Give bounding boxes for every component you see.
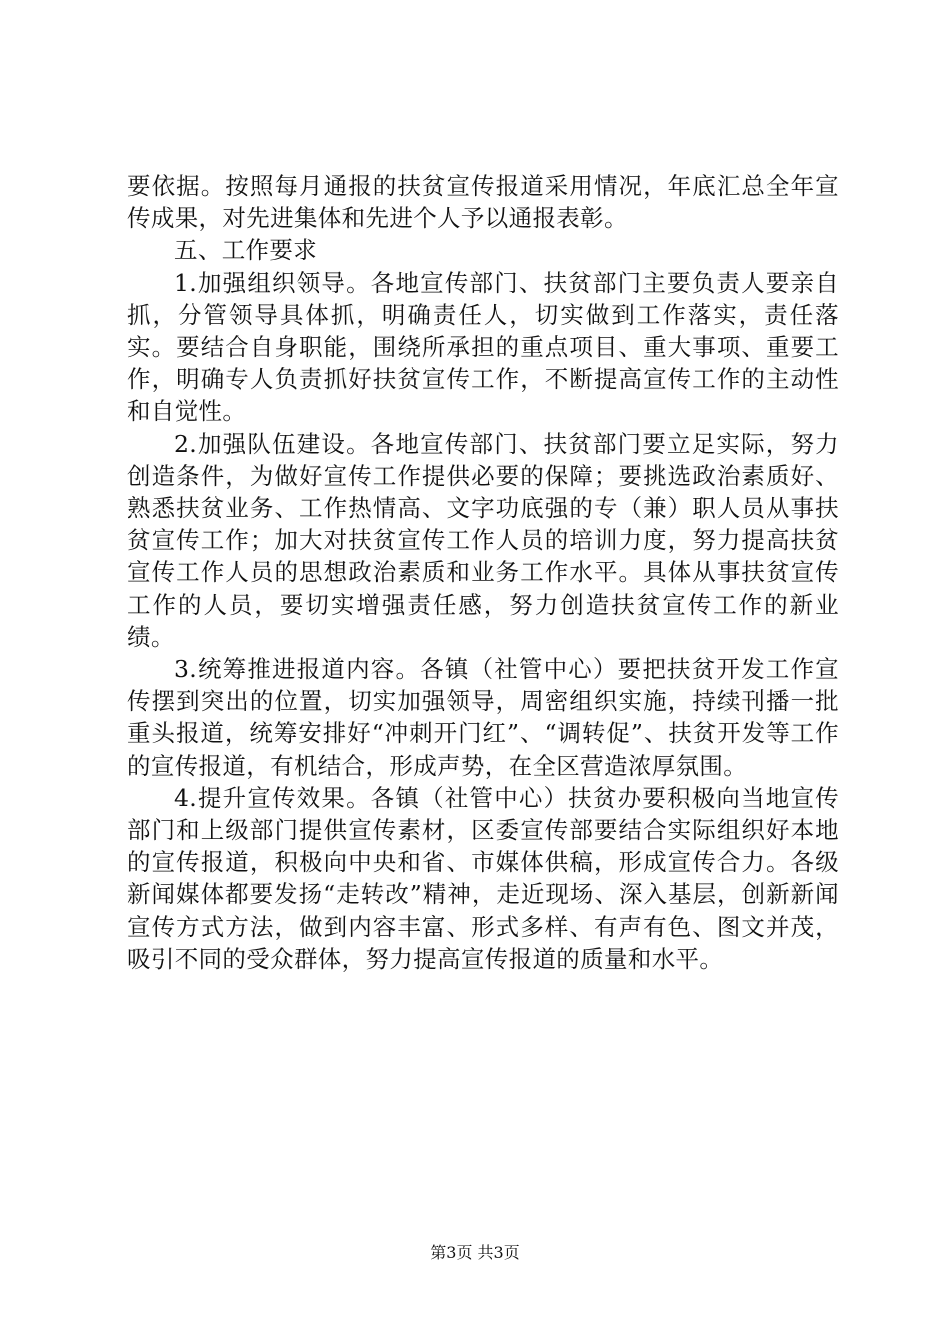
section-heading: 五、工作要求 bbox=[174, 236, 318, 265]
paragraph-item-4: 4.提升宣传效果。各镇（社管中心）扶贫办要积极向当地宣传部门和上级部门提供宣传素材，区委宣传部要结合实际组织好本地的宣传报道，积极向中央和省、市媒体供稿，形成宣传合力。各级新闻媒体都要发扬“走转改”精神，走近现场、深入基层，创新新闻宣传方式方法，做到内容丰富、形式多样、有声有色、图文并茂，吸引不同的受众群体，努力提高宣传报道的质量和水平。 bbox=[127, 783, 839, 973]
page-number-footer: 第3页 共3页 bbox=[430, 1243, 520, 1262]
paragraph-item-1: 1.加强组织领导。各地宣传部门、扶贫部门主要负责人要亲自抓，分管领导具体抓，明确责任人，切实做到工作落实，责任落实。要结合自身职能，围绕所承担的重点项目、重大事项、重要工作，明确专人负责抓好扶贫宣传工作，不断提高宣传工作的主动性和自觉性。 bbox=[127, 268, 839, 426]
paragraph-item-2: 2.加强队伍建设。各地宣传部门、扶贫部门要立足实际，努力创造条件，为做好宣传工作提供必要的保障；要挑选政治素质好、熟悉扶贫业务、工作热情高、文字功底强的专（兼）职人员从事扶贫宣传工作；加大对扶贫宣传工作人员的培训力度，努力提高扶贫宣传工作人员的思想政治素质和业务工作水平。具体从事扶贫宣传工作的人员，要切实增强责任感，努力创造扶贫宣传工作的新业绩。 bbox=[127, 429, 839, 651]
paragraph-item-3: 3.统筹推进报道内容。各镇（社管中心）要把扶贫开发工作宣传摆到突出的位置，切实加强领导，周密组织实施，持续刊播一批重头报道，统筹安排好“冲刺开门红”、“调转促”、扶贫开发等工作的宣传报道，有机结合，形成声势，在全区营造浓厚氛围。 bbox=[127, 655, 839, 780]
paragraph-continuation: 要依据。按照每月通报的扶贫宣传报道采用情况，年底汇总全年宣传成果，对先进集体和先进个人予以通报表彰。 bbox=[127, 172, 839, 233]
document-body bbox=[127, 170, 839, 975]
